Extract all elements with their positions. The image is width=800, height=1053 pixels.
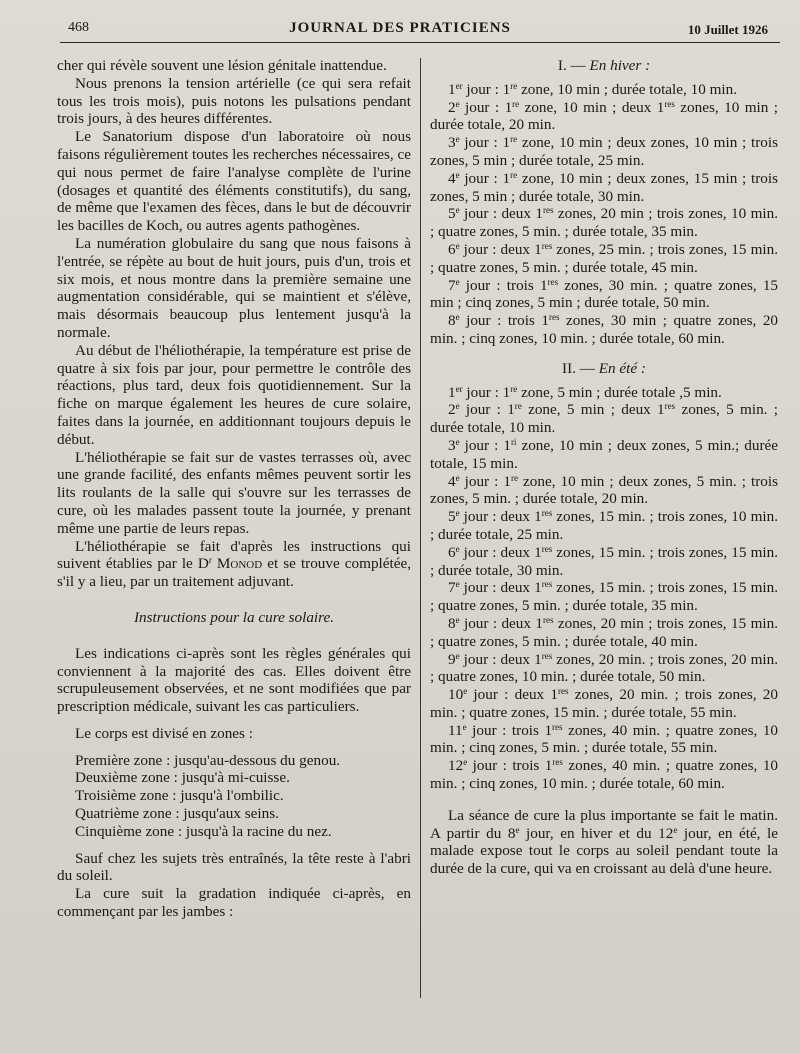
text-run: jour : 1 [462,80,511,98]
text-run: 5 [448,508,456,526]
text-run: 1 [448,80,456,98]
superscript: e [455,169,460,180]
text-run: 5 [448,205,456,223]
text-run: jour : deux 1 [459,614,543,632]
left-column [57,57,411,921]
text-run: zone, 10 min ; deux 1 [519,98,665,116]
schedule-entry [430,473,778,509]
schedule-entry [430,277,778,313]
superscript: res [547,276,559,287]
superscript: e [455,401,460,412]
issue-date: 10 Juillet 1926 [687,22,768,37]
text-run: jour : 1 [459,169,511,187]
text-run: et se trouve complétée, s'il y a lieu, par un traitement adjuvant. [57,555,411,591]
text-run: 12 [448,757,464,775]
summer-heading [430,360,778,378]
superscript: e [455,579,460,590]
schedule-entry [430,757,778,793]
superscript: e [455,614,460,625]
page-number: 468 [68,20,89,35]
text-run: jour : 1 [459,134,511,152]
superscript: e [462,721,467,732]
superscript: res [541,240,553,251]
text-run: 4 [448,169,456,187]
text-run: jour : deux 1 [459,508,542,526]
superscript: res [664,401,676,412]
text-run: jour : deux 1 [459,240,542,258]
schedule-entry [430,722,778,758]
superscript: e [673,824,678,835]
journal-title: JOURNAL DES PRATICIENS [289,20,511,36]
paragraph: L'héliothérapie se fait sur de vastes terrasses où, avec une grande facilité, des enfants mêmes peuvent sortir les lits roulants de la salle qui s'ouvre sur les terrasses de cure, où les malades passent toute la journée, y prenant même une partie de leurs repas. [57,448,411,537]
text-run: jour : trois 1 [466,721,553,739]
schedule-entry [430,312,778,348]
list-item: Deuxième zone : jusqu'à mi-cuisse. [75,769,290,787]
text-run: 4 [448,472,456,490]
text-run: 11 [448,721,463,739]
author-name: Monod [216,555,263,573]
superscript: re [510,169,518,180]
superscript: res [552,757,563,768]
text-run: jour : 1 [459,98,513,116]
schedule-entry [430,651,778,687]
text-run: jour, en été, le malade expose tout le corps au soleil pendant toute la durée de la cure, qui va en croissant au delà d'une heure. [430,824,778,878]
text-run: zone, 10 min ; durée totale, 10 min. [517,80,738,98]
superscript: res [552,721,563,732]
superscript: e [515,824,520,835]
superscript: e [455,436,460,447]
text-run: jour : deux 1 [467,686,558,704]
paragraph: Sauf chez les sujets très entraînés, la tête reste à l'abri du soleil. [57,849,411,885]
superscript: e [455,650,460,661]
text-run: zone, 5 min ; durée totale ,5 min. [517,383,722,401]
text-run: zones, 15 min. ; trois zones, 15 min. ; quatre zones, 5 min. ; durée totale, 35 min. [430,579,778,615]
text-run: jour : trois 1 [459,276,548,294]
superscript: re [510,80,518,91]
schedule-entry [430,241,778,277]
text-run: jour : deux 1 [459,650,542,668]
text-run: jour : trois 1 [459,312,549,330]
right-column [430,57,778,878]
superscript: er [455,80,463,91]
superscript: e [455,472,460,483]
superscript: e [455,134,460,145]
text-run: 7 [448,579,456,597]
header-rule [60,42,780,43]
text-run: jour : deux 1 [459,543,542,561]
text-run: jour : trois 1 [467,757,553,775]
text-run: 2 [448,98,456,116]
text-run: 9 [448,650,456,668]
text-run: 3 [448,436,456,454]
superscript: er [455,383,463,394]
text-run: zones, 25 min. ; trois zones, 15 min. ; quatre zones, 5 min. ; durée totale, 45 min. [430,240,778,276]
superscript: e [455,543,460,554]
superscript: e [455,508,460,519]
schedule-entry [430,170,778,206]
superscript: res [542,205,554,216]
winter-heading [430,57,778,75]
paragraph [430,807,778,878]
superscript: r [208,555,212,566]
text-run: zones, 20 min. ; trois zones, 20 min. ; quatre zones, 10 min. ; durée totale, 50 min. [430,650,778,686]
text-run: zones, 30 min ; quatre zones, 20 min. ; cinq zones, 10 min. ; durée totale, 60 min. [430,312,779,347]
schedule-entry [430,384,778,402]
paragraph: Le corps est divisé en zones : [75,724,253,742]
superscript: e [455,240,460,251]
text-run: 8 [448,312,456,330]
text-run: zones, 20 min ; trois zones, 10 min. ; quatre zones, 5 min. ; durée totale, 35 min. [430,205,778,241]
superscript: res [542,614,554,625]
text-run: 6 [448,543,456,561]
paragraph: cher qui révèle souvent une lésion génitale inattendue. [57,57,387,74]
text-run: zone, 10 min ; deux zones, 5 min.; durée totale, 15 min. [430,436,778,472]
heading-text: I. — En hiver : [557,57,651,74]
superscript: re [510,134,518,145]
paragraph: La numération globulaire du sang que nous faisons à l'entrée, se répète au bout de huit jours, puis d'un, trois et six mois, et nous montre dans la première semaine une augmentation considérable, qui se maintient et s'élève, mais désormais beaucoup plus lentement jusqu'à la normale. [57,234,411,341]
schedule-entry [430,544,778,580]
text-run: zones, 20 min. ; trois zones, 20 min. ; quatre zones, 15 min. ; durée totale, 55 min. [430,686,778,721]
paragraph: Nous prenons la tension artérielle (ce qui sera refait tous les trois mois), puis notons les pulsations pendant trois jours, à des heures différentes. [57,74,411,128]
text-run: zone, 5 min ; deux 1 [521,401,665,419]
schedule-entry [430,205,778,241]
text-run: jour : deux 1 [459,579,542,597]
superscript: ri [510,436,517,447]
summer-schedule [430,384,778,793]
paragraph: Les indications ci-après sont les règles générales qui conviennent à la majorité des cas. Elles doivent être scrupuleusement observées, et ne sont modifiées que par prescription médicale, suivant les cas particuliers. [57,644,411,716]
text-run: zones, 15 min. ; trois zones, 15 min. ; durée totale, 30 min. [430,543,778,579]
text-run: zones, 40 min. ; quatre zones, 10 min. ; cinq zones, 10 min. ; durée totale, 60 min. [430,757,779,793]
paragraph [57,538,411,591]
text-run: 8 [448,614,456,632]
text-run: jour : 1 [462,383,511,401]
paragraph: La cure suit la gradation indiquée ci-après, en commençant par les jambes : [57,885,411,921]
superscript: e [455,98,460,109]
text-run: jour : 1 [459,436,511,454]
paragraph: Le Sanatorium dispose d'un laboratoire où nous faisons régulièrement toutes les recherches nécessaires, ce qui nous permet de faire l'analyse complète de l'urine (dosages et quantité des éléments constitutifs), du sang, de même que l'examen des fèces, dans le but de découvrir les bacilles de Koch, ou autres agents pathogènes. [57,128,411,235]
superscript: re [514,401,522,412]
superscript: res [541,579,553,590]
schedule-entry [430,615,778,651]
text-run: zones, 10 min ; durée totale, 20 min. [430,98,779,134]
text-run: zones, 40 min. ; quatre zones, 10 min. ; cinq zones, 5 min. ; durée totale, 55 min. [430,721,779,757]
text-run: zone, 10 min ; deux zones, 10 min ; trois zones, 5 min ; durée totale, 25 min. [430,134,778,169]
section-subtitle: Instructions pour la cure solaire. [133,608,335,626]
list-item: Quatrième zone : jusqu'aux seins. [75,805,279,823]
list-item: Cinquième zone : jusqu'à la racine du nez. [75,822,332,840]
text-run: zones, 15 min. ; trois zones, 10 min. ; durée totale, 25 min. [430,508,778,543]
superscript: re [510,383,518,394]
page-header [0,18,800,42]
superscript: re [512,98,520,109]
superscript: res [541,650,553,661]
zones-list [57,752,411,841]
text-run: 7 [448,276,456,294]
superscript: res [541,508,553,519]
superscript: res [557,686,569,697]
superscript: res [541,543,553,554]
superscript: e [455,276,460,287]
text-run: La séance de cure la plus importante se fait le matin. A partir du 8 [430,806,778,842]
text-run: 3 [448,134,456,152]
superscript: res [664,98,675,109]
superscript: e [463,757,468,768]
text-run: zone, 10 min ; deux zones, 5 min. ; trois zones, 5 min. ; durée totale, 20 min. [430,472,778,508]
superscript: e [463,686,468,697]
list-item: Première zone : jusqu'au-dessous du genou. [75,751,341,769]
schedule-entry [430,99,778,135]
text-run: zone, 10 min ; deux zones, 15 min ; trois zones, 5 min ; durée totale, 30 min. [430,169,778,205]
column-divider [420,58,421,998]
schedule-entry [430,686,778,722]
schedule-entry [430,579,778,615]
superscript: res [548,312,560,323]
superscript: e [455,312,460,323]
text-run: 1 [448,383,456,401]
superscript: re [510,472,518,483]
text-run: L'héliothérapie se fait d'après les instructions qui suivent établies par le D [57,537,411,573]
text-run: zones, 5 min. ; durée totale, 10 min. [430,401,778,437]
superscript: e [455,205,460,216]
text-run: 10 [448,686,464,704]
text-run: zones, 30 min. ; quatre zones, 15 min ; cinq zones, 5 min ; durée totale, 50 min. [430,276,779,312]
text-run: 6 [448,240,456,258]
winter-schedule [430,81,778,348]
schedule-entry [430,81,778,99]
paragraph: Au début de l'héliothérapie, la température est prise de quatre à six fois par jour, pour permettre le contrôle des réactions, plus tard, deux fois quotidiennement. Sur la fiche on marque également les heures de cure solaire, faites dans la journée, en additionnant toujours depuis le début. [57,341,411,448]
list-item: Troisième zone : jusqu'à l'ombilic. [75,787,284,805]
heading-text: II. — En été : [562,359,646,377]
schedule-entry [430,401,778,437]
schedule-entry [430,134,778,170]
text-run: jour, en hiver et du 12 [519,824,674,842]
text-run: jour : 1 [459,401,515,419]
schedule-entry [430,437,778,473]
text-run: 2 [448,401,456,419]
text-run: zones, 20 min ; trois zones, 15 min. ; quatre zones, 5 min. ; durée totale, 40 min. [430,614,778,650]
schedule-entry [430,508,778,544]
text-run: jour : 1 [459,472,511,490]
text-run: jour : deux 1 [459,205,543,223]
